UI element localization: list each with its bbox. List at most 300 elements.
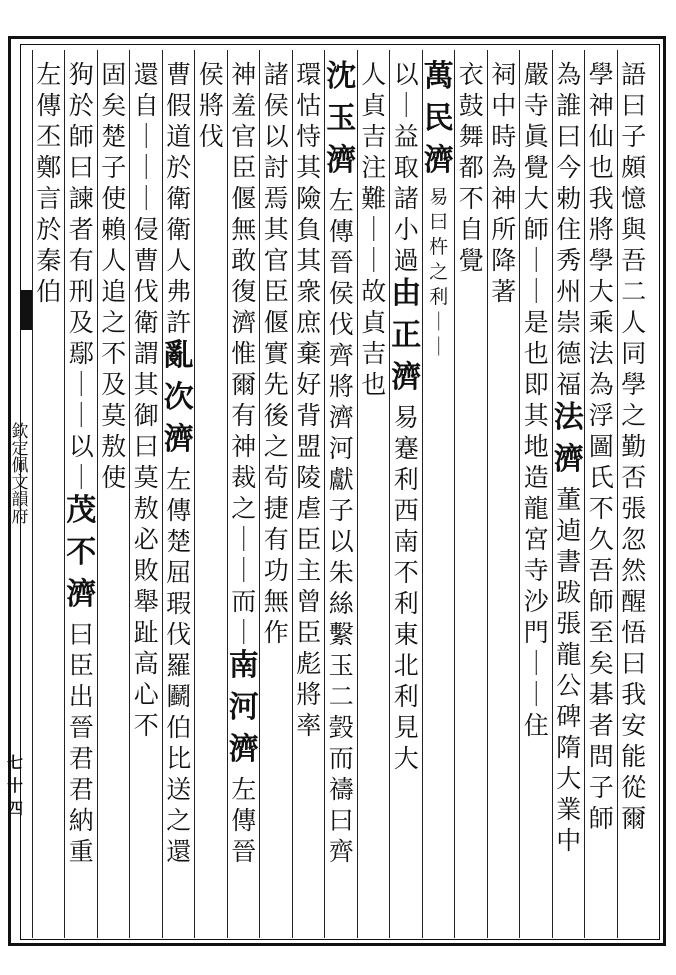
text-column	[423, 50, 456, 935]
glyph: 貞	[361, 91, 387, 120]
text-column	[325, 50, 358, 935]
glyph: 而	[328, 744, 354, 773]
glyph: 謂	[133, 339, 159, 368]
glyph: 大	[393, 744, 419, 773]
glyph: 曰	[328, 806, 354, 835]
glyph: 諸	[393, 184, 419, 213]
glyph: 不	[458, 184, 484, 213]
glyph: 取	[393, 153, 419, 182]
glyph: 師	[588, 804, 614, 833]
text-column	[163, 50, 196, 935]
glyph: 至	[588, 618, 614, 647]
glyph: 也	[523, 339, 549, 368]
glyph: 臣	[296, 525, 322, 554]
glyph: 之	[231, 494, 257, 523]
glyph: 書	[556, 547, 582, 576]
glyph: ｜	[393, 91, 419, 120]
glyph: 降	[491, 246, 517, 275]
glyph: 者	[588, 711, 614, 740]
glyph: 悟	[621, 618, 647, 647]
glyph: 盟	[296, 432, 322, 461]
glyph: 曰	[621, 91, 647, 120]
glyph: 於	[68, 91, 94, 120]
glyph: 瑴	[328, 713, 354, 742]
glyph: 萬	[423, 59, 454, 94]
glyph: 然	[621, 556, 647, 585]
glyph: 諫	[68, 184, 94, 213]
glyph: 否	[621, 463, 647, 492]
glyph: 傳	[328, 217, 354, 246]
glyph: 君	[68, 775, 94, 804]
glyph: 臣	[296, 618, 322, 647]
glyph: 茂	[66, 493, 97, 528]
glyph: 誰	[556, 91, 582, 120]
glyph: 南	[393, 527, 419, 556]
glyph: 鬬	[166, 682, 192, 711]
glyph: ｜	[133, 153, 159, 182]
glyph: 故	[361, 277, 387, 306]
glyph: 伯	[36, 277, 62, 306]
glyph: 時	[491, 122, 517, 151]
glyph: 有	[68, 246, 94, 275]
glyph: 晉	[231, 837, 257, 866]
glyph: ｜	[133, 184, 159, 213]
glyph: 門	[523, 618, 549, 647]
glyph: 焉	[263, 184, 289, 213]
glyph: ｜	[133, 122, 159, 151]
glyph: 納	[68, 806, 94, 835]
glyph: 功	[263, 556, 289, 585]
header-title: 欽定佩文韻府	[11, 422, 29, 527]
text-column	[195, 50, 228, 935]
glyph: 傳	[166, 496, 192, 525]
glyph: 朱	[328, 558, 354, 587]
glyph: 侯	[263, 91, 289, 120]
glyph: 其	[133, 370, 159, 399]
glyph: 其	[523, 401, 549, 430]
glyph: 濟	[231, 308, 257, 337]
glyph: 忽	[621, 525, 647, 554]
text-column	[228, 50, 261, 935]
glyph: 寺	[523, 556, 549, 585]
glyph: 業	[556, 795, 582, 824]
glyph: 恃	[296, 122, 322, 151]
glyph: 師	[523, 215, 549, 244]
glyph: 重	[68, 837, 94, 866]
text-column	[585, 50, 618, 935]
glyph: 後	[263, 401, 289, 430]
glyph: 及	[68, 308, 94, 337]
glyph: 羞	[231, 91, 257, 120]
glyph: 曹	[133, 246, 159, 275]
glyph: 人	[101, 246, 127, 275]
glyph: 官	[263, 246, 289, 275]
glyph: 繫	[328, 620, 354, 649]
glyph: 伯	[166, 713, 192, 742]
glyph: 住	[556, 215, 582, 244]
glyph: 還	[166, 837, 192, 866]
glyph: 矣	[588, 649, 614, 678]
text-column	[293, 50, 326, 935]
glyph: 見	[393, 713, 419, 742]
glyph: 晉	[68, 713, 94, 742]
glyph: 敖	[101, 432, 127, 461]
glyph: 沙	[523, 587, 549, 616]
glyph: 裁	[231, 463, 257, 492]
glyph: 齊	[328, 341, 354, 370]
glyph: 小	[393, 215, 419, 244]
glyph: 南	[228, 648, 259, 683]
glyph: 與	[621, 215, 647, 244]
glyph: 神	[231, 432, 257, 461]
glyph: 醒	[621, 587, 647, 616]
glyph: 之	[166, 806, 192, 835]
glyph: 將	[296, 680, 322, 709]
glyph: 險	[296, 184, 322, 213]
glyph: 州	[556, 277, 582, 306]
glyph: ｜	[361, 215, 387, 244]
glyph: 之	[621, 401, 647, 430]
glyph: 虐	[296, 494, 322, 523]
glyph: ｜	[68, 370, 94, 399]
glyph: 者	[68, 215, 94, 244]
glyph: 易	[429, 186, 449, 208]
glyph: 注	[361, 153, 387, 182]
glyph: 都	[458, 153, 484, 182]
glyph: 君	[68, 744, 94, 773]
glyph: 比	[166, 744, 192, 773]
glyph: 諸	[263, 60, 289, 89]
glyph: 賴	[101, 215, 127, 244]
glyph: 民	[423, 101, 454, 136]
glyph: 臣	[231, 153, 257, 182]
glyph: 矣	[101, 91, 127, 120]
glyph: 北	[393, 651, 419, 680]
glyph: 齊	[328, 837, 354, 866]
glyph: ｜	[523, 277, 549, 306]
glyph: 造	[523, 463, 549, 492]
glyph: ｜	[429, 311, 449, 333]
glyph: 伐	[166, 620, 192, 649]
glyph: 自	[458, 215, 484, 244]
glyph: 於	[36, 215, 62, 244]
glyph: 仙	[588, 122, 614, 151]
glyph: 沈	[326, 59, 357, 94]
glyph: 法	[553, 400, 584, 435]
glyph: 怙	[296, 91, 322, 120]
glyph: ｜	[68, 401, 94, 430]
glyph: 師	[68, 122, 94, 151]
glyph: 侵	[133, 215, 159, 244]
glyph: 將	[588, 215, 614, 244]
glyph: 丕	[36, 122, 62, 151]
glyph: 眞	[523, 122, 549, 151]
glyph: 所	[491, 215, 517, 244]
glyph: 碁	[588, 680, 614, 709]
glyph: 弗	[166, 277, 192, 306]
glyph: 利	[429, 286, 449, 308]
glyph: 出	[68, 682, 94, 711]
glyph: 不	[393, 558, 419, 587]
glyph: 舉	[133, 587, 159, 616]
glyph: 濟	[328, 403, 354, 432]
glyph: 屈	[166, 558, 192, 587]
glyph: 也	[588, 153, 614, 182]
glyph: 神	[491, 184, 517, 213]
glyph: 自	[133, 91, 159, 120]
glyph: 送	[166, 775, 192, 804]
glyph: 張	[556, 609, 582, 638]
text-column	[33, 50, 66, 935]
glyph: 我	[588, 184, 614, 213]
glyph: 好	[296, 370, 322, 399]
glyph: 大	[523, 184, 549, 213]
glyph: 大	[556, 764, 582, 793]
glyph: 久	[588, 525, 614, 554]
glyph: 濟	[326, 143, 357, 178]
glyph: 以	[328, 527, 354, 556]
glyph: ｜	[523, 680, 549, 709]
glyph: 是	[523, 308, 549, 337]
glyph: 住	[523, 711, 549, 740]
text-column	[520, 50, 553, 935]
glyph: 晉	[328, 248, 354, 277]
page-number: 七十四	[6, 753, 23, 818]
glyph: 正	[391, 318, 422, 353]
glyph: 鼓	[458, 91, 484, 120]
glyph: 其	[296, 153, 322, 182]
glyph: 著	[491, 277, 517, 306]
glyph: 還	[133, 60, 159, 89]
glyph: 無	[231, 215, 257, 244]
text-column	[358, 50, 391, 935]
glyph: 先	[263, 370, 289, 399]
glyph: 嚴	[523, 60, 549, 89]
glyph: 德	[556, 339, 582, 368]
glyph: 狗	[68, 60, 94, 89]
glyph: 假	[166, 91, 192, 120]
glyph: 惟	[231, 339, 257, 368]
glyph: 利	[393, 589, 419, 618]
glyph: 爾	[231, 370, 257, 399]
glyph: 董	[556, 485, 582, 514]
glyph: 曰	[68, 620, 94, 649]
glyph: 瑕	[166, 589, 192, 618]
glyph: 人	[361, 60, 387, 89]
glyph: 棄	[296, 339, 322, 368]
glyph: 寺	[523, 91, 549, 120]
glyph: 衆	[296, 277, 322, 306]
glyph: 作	[263, 618, 289, 647]
glyph: 莫	[133, 463, 159, 492]
glyph: 為	[588, 370, 614, 399]
glyph: 有	[231, 401, 257, 430]
glyph: 敖	[133, 494, 159, 523]
glyph: 心	[133, 680, 159, 709]
glyph: 濟	[423, 143, 454, 178]
glyph: 浮	[588, 401, 614, 430]
glyph: 張	[621, 494, 647, 523]
glyph: 宮	[523, 525, 549, 554]
text-column	[65, 50, 98, 935]
glyph: 楚	[166, 527, 192, 556]
glyph: 東	[393, 620, 419, 649]
glyph: 貞	[361, 308, 387, 337]
glyph: 以	[263, 122, 289, 151]
glyph: 河	[328, 434, 354, 463]
glyph: 人	[621, 308, 647, 337]
glyph: ｜	[231, 556, 257, 585]
glyph: 左	[166, 465, 192, 494]
glyph: 蹇	[393, 434, 419, 463]
glyph: 鄭	[36, 153, 62, 182]
glyph: 臣	[68, 651, 94, 680]
glyph: 實	[263, 339, 289, 368]
glyph: 庶	[296, 308, 322, 337]
glyph: 彪	[296, 649, 322, 678]
glyph: 濟	[391, 360, 422, 395]
glyph: 曹	[166, 60, 192, 89]
glyph: 由	[391, 276, 422, 311]
glyph: 濟	[66, 577, 97, 612]
glyph: 安	[621, 711, 647, 740]
glyph: 問	[588, 742, 614, 771]
glyph: 伐	[133, 277, 159, 306]
glyph: 楚	[101, 122, 127, 151]
glyph: 利	[393, 465, 419, 494]
glyph: 福	[556, 370, 582, 399]
glyph: 以	[393, 60, 419, 89]
glyph: 衛	[166, 215, 192, 244]
glyph: 曰	[556, 122, 582, 151]
glyph: 西	[393, 496, 419, 525]
glyph: 背	[296, 401, 322, 430]
text-column	[260, 50, 293, 935]
glyph: 公	[556, 671, 582, 700]
glyph: 龍	[556, 640, 582, 669]
glyph: 曰	[429, 211, 449, 233]
glyph: 曾	[296, 587, 322, 616]
glyph: 左	[231, 775, 257, 804]
glyph: 也	[361, 370, 387, 399]
glyph: 師	[588, 587, 614, 616]
glyph: 而	[231, 587, 257, 616]
glyph: 濟	[553, 442, 584, 477]
glyph: 難	[361, 184, 387, 213]
glyph: 以	[68, 432, 94, 461]
glyph: 環	[296, 60, 322, 89]
glyph: 二	[621, 277, 647, 306]
glyph: 覺	[523, 153, 549, 182]
glyph: 曰	[68, 153, 94, 182]
glyph: 法	[588, 339, 614, 368]
glyph: 子	[328, 496, 354, 525]
glyph: 不	[588, 494, 614, 523]
glyph: 無	[263, 587, 289, 616]
glyph: 曰	[133, 432, 159, 461]
glyph: 能	[621, 742, 647, 771]
glyph: 禱	[328, 775, 354, 804]
glyph: 趾	[133, 618, 159, 647]
glyph: 圖	[588, 432, 614, 461]
glyph: 益	[393, 122, 419, 151]
glyph: 御	[133, 401, 159, 430]
glyph: ｜	[523, 246, 549, 275]
glyph: ｜	[231, 525, 257, 554]
glyph: 衛	[133, 308, 159, 337]
glyph: 偃	[231, 184, 257, 213]
glyph: 碑	[556, 702, 582, 731]
glyph: 負	[296, 215, 322, 244]
glyph: 傳	[231, 806, 257, 835]
glyph: 吾	[621, 246, 647, 275]
glyph: 有	[263, 525, 289, 554]
glyph: 及	[101, 370, 127, 399]
glyph: 必	[133, 525, 159, 554]
glyph: 濟	[163, 422, 194, 457]
glyph: 捷	[263, 494, 289, 523]
glyph: 子	[621, 122, 647, 151]
glyph: 勅	[556, 184, 582, 213]
glyph: 氏	[588, 463, 614, 492]
glyph: 子	[588, 773, 614, 802]
glyph: 濟	[228, 732, 259, 767]
glyph: 即	[523, 370, 549, 399]
glyph: 陵	[296, 463, 322, 492]
glyph: 語	[621, 60, 647, 89]
glyph: 莫	[101, 401, 127, 430]
glyph: 追	[101, 277, 127, 306]
text-column	[553, 50, 586, 935]
glyph: 復	[231, 277, 257, 306]
glyph: 羅	[166, 651, 192, 680]
glyph: 於	[166, 153, 192, 182]
glyph: 使	[101, 463, 127, 492]
glyph: 中	[556, 826, 582, 855]
glyph: 伐	[198, 122, 224, 151]
glyph: ｜	[429, 336, 449, 358]
glyph: 臣	[263, 277, 289, 306]
glyph: 爾	[621, 804, 647, 833]
glyph: 主	[296, 556, 322, 585]
glyph: 吉	[361, 339, 387, 368]
text-column	[618, 50, 651, 935]
glyph: 率	[296, 711, 322, 740]
glyph: 從	[621, 773, 647, 802]
glyph: 覺	[458, 246, 484, 275]
glyph: 學	[588, 60, 614, 89]
glyph: 神	[588, 91, 614, 120]
glyph: 利	[393, 682, 419, 711]
glyph: 今	[556, 153, 582, 182]
glyph: 侯	[198, 60, 224, 89]
glyph: 為	[556, 60, 582, 89]
glyph: 跋	[556, 578, 582, 607]
glyph: 左	[36, 60, 62, 89]
glyph: 吾	[588, 556, 614, 585]
glyph: 河	[228, 690, 259, 725]
glyph: 其	[296, 246, 322, 275]
glyph: 我	[621, 680, 647, 709]
glyph: 易	[393, 403, 419, 432]
glyph: 敗	[133, 556, 159, 585]
glyph: 左	[328, 186, 354, 215]
glyph: 過	[393, 246, 419, 275]
glyph: 學	[588, 246, 614, 275]
glyph: 不	[101, 339, 127, 368]
glyph: 頗	[621, 153, 647, 182]
glyph: 使	[101, 184, 127, 213]
